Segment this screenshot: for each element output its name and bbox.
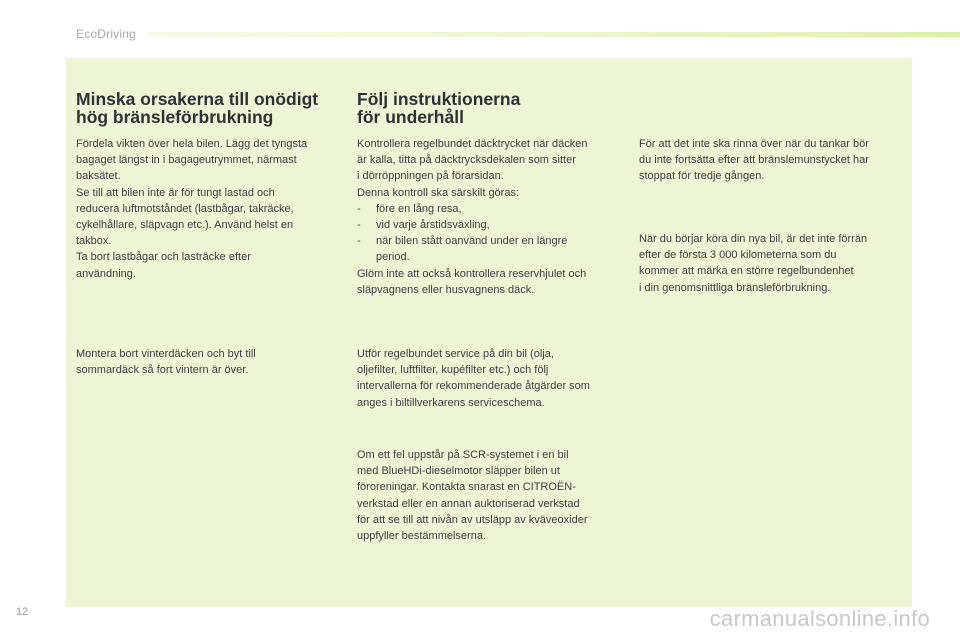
list-text: före en lång resa, — [376, 202, 462, 215]
section-title: EcoDriving — [76, 27, 137, 41]
text-line: i dörröppningen på förarsidan. — [357, 170, 504, 183]
text-line: användning. — [76, 267, 136, 280]
text-line: i din genomsnittliga bränsleförbrukning. — [639, 281, 831, 294]
text-line: kommer att märka en större regelbundenhet — [639, 265, 854, 278]
text-line: reducera luftmotståndet (lastbågar, takräcke, — [76, 202, 294, 215]
text-line: stoppat för tredje gången. — [639, 170, 765, 183]
text-line: uppfyller bestämmelserna. — [357, 530, 487, 543]
text-line: Glöm inte att också kontrollera reservhjulet och — [357, 267, 587, 280]
list-item — [357, 217, 625, 233]
text-line: du inte fortsätta efter att bränslemunstycket har — [639, 154, 869, 167]
paragraph-new-car — [639, 231, 909, 296]
list-text: period. — [376, 251, 410, 264]
text-line: Ta bort lastbågar och lasträcke efter — [76, 251, 251, 264]
text-line: Kontrollera regelbundet däcktrycket när däcken — [357, 138, 588, 150]
heading-line: Följ instruktionerna — [357, 89, 521, 109]
text-line: för att se till att nivån av utsläpp av kväveoxider — [357, 513, 588, 526]
text-line: baksätet. — [76, 170, 121, 183]
heading-line: hög bränsleförbrukning — [76, 107, 274, 127]
text-line: släpvagnens eller husvagnens däck. — [357, 283, 535, 296]
text-line: anges i biltillverkarens serviceschema. — [357, 396, 545, 409]
paragraph-load — [76, 136, 334, 282]
list-text: vid varje årstidsväxling, — [376, 219, 490, 232]
text-line: Se till att bilen inte är för tungt lastad och — [76, 186, 275, 199]
text-line: sommardäck så fort vintern är över. — [76, 364, 249, 377]
text-line: Denna kontroll ska särskilt göras: — [357, 186, 520, 199]
paragraph-scr-system — [357, 447, 625, 544]
heading-fuel-consumption — [76, 90, 334, 126]
list-item — [357, 233, 625, 265]
list-dash: - — [357, 202, 361, 215]
heading-line: för underhåll — [357, 107, 464, 127]
paragraph-tyre-pressure — [357, 136, 625, 298]
header-bar — [148, 32, 960, 37]
list-text: när bilen stått oanvänd under en längre — [376, 235, 568, 248]
paragraph-service — [357, 346, 625, 411]
list-dash: - — [357, 219, 361, 232]
text-line: Fördela vikten över hela bilen. Lägg det tyngsta — [76, 138, 308, 150]
text-line: oljefilter, luftfilter, kupéfilter etc.) och följ — [357, 364, 549, 377]
heading-maintenance — [357, 90, 625, 126]
text-line: takbox. — [76, 235, 112, 248]
text-line: Om ett fel uppstår på SCR-systemet i en bil — [357, 449, 569, 461]
text-line: intervallerna för rekommenderade åtgärder som — [357, 380, 590, 393]
text-line: När du börjar köra din nya bil, är det inte förrän — [639, 233, 868, 245]
heading-line: Minska orsakerna till onödigt — [76, 89, 319, 109]
paragraph-refuelling — [639, 136, 909, 185]
text-line: cykelhållare, släpvagn etc.). Använd helst en — [76, 219, 294, 232]
page-number: 12 — [16, 606, 29, 618]
list-item — [357, 201, 625, 217]
text-line: Montera bort vinterdäcken och byt till — [76, 348, 256, 360]
text-line: För att det inte ska rinna över när du tankar bör — [639, 138, 869, 150]
text-line: föroreningar. Kontakta snarast en CITROËN- — [357, 481, 576, 494]
checklist — [357, 201, 625, 266]
text-line: Utför regelbundet service på din bil (olja, — [357, 348, 554, 360]
text-line: bagaget längst in i bagageutrymmet, närmast — [76, 154, 297, 167]
text-line: är kalla, titta på däcktrycksdekalen som sitter — [357, 154, 576, 167]
text-line: verkstad eller en annan auktoriserad verkstad — [357, 497, 580, 510]
text-line: efter de första 3 000 kilometerna som du — [639, 249, 837, 262]
list-dash: - — [357, 235, 361, 248]
text-line: med BlueHDi-dieselmotor släpper bilen ut — [357, 465, 560, 478]
paragraph-winter-tyres — [76, 346, 334, 378]
watermark: carmanualsonline.info — [709, 606, 930, 631]
